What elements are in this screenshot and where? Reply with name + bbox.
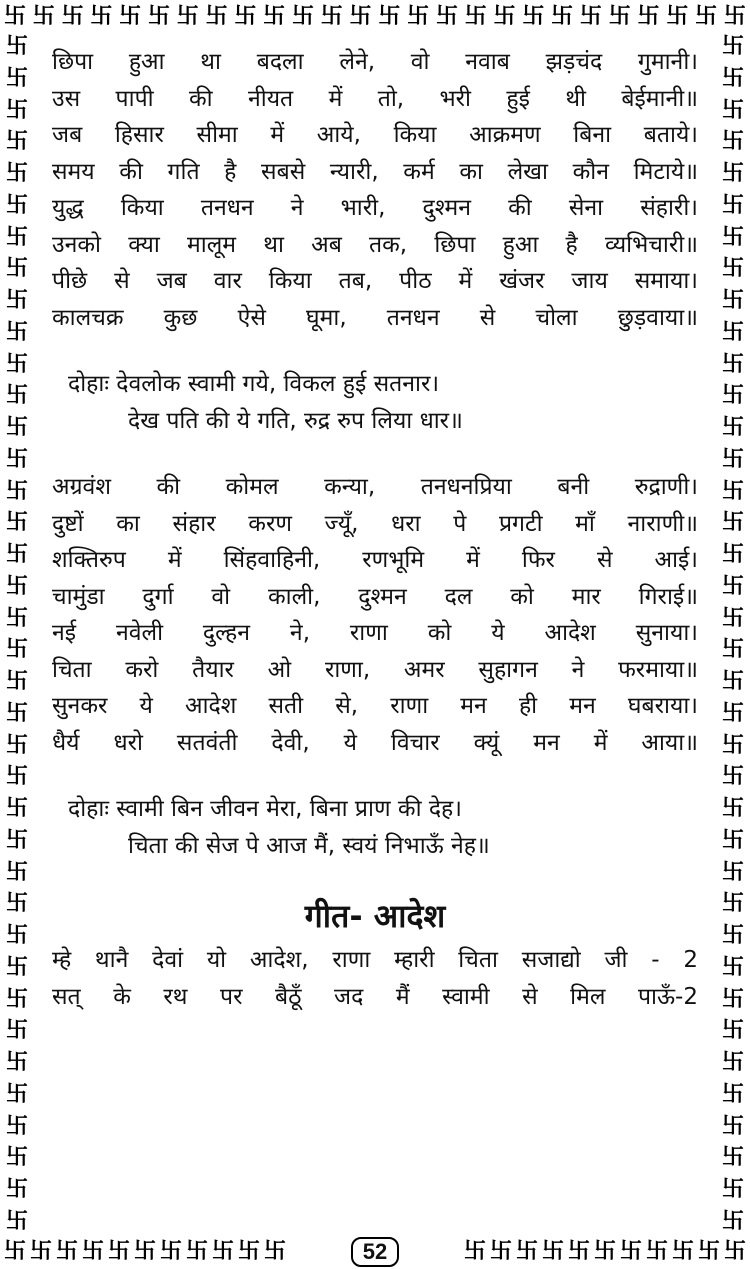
song-line: म्हे थानै देवां यो आदेश, राणा म्हारी चिता सजाद्यो जी - 2: [52, 947, 698, 973]
swastika-ornament-icon: 卐: [721, 129, 744, 155]
swastika-ornament-icon: 卐: [721, 764, 744, 790]
swastika-ornament-icon: 卐: [90, 4, 113, 29]
swastika-ornament-icon: 卐: [721, 351, 744, 377]
swastika-ornament-icon: 卐: [721, 65, 744, 91]
doha-line: देख पति की ये गति, रुद्र रुप लिया धार॥: [128, 407, 463, 434]
swastika-ornament-icon: 卐: [721, 510, 744, 536]
swastika-ornament-icon: 卐: [5, 351, 28, 377]
swastika-ornament-icon: 卐: [5, 923, 28, 948]
swastika-ornament-icon: 卐: [320, 4, 343, 29]
bottom-border: [0, 1235, 750, 1269]
swastika-ornament-icon: 卐: [5, 732, 28, 758]
swastika-ornament-icon: 卐: [5, 1113, 28, 1139]
verse-line: नई नवेली दुल्हन ने, राणा को ये आदेश सुनाया।: [52, 620, 698, 646]
swastika-ornament-icon: 卐: [721, 669, 744, 694]
swastika-ornament-icon: 卐: [5, 97, 28, 123]
swastika-ornament-icon: 卐: [32, 4, 55, 29]
swastika-ornament-icon: 卐: [723, 4, 746, 29]
swastika-ornament-icon: 卐: [5, 1208, 28, 1234]
swastika-ornament-icon: 卐: [147, 4, 170, 29]
page-number: 52: [351, 1237, 399, 1267]
swastika-ornament-icon: 卐: [5, 764, 28, 790]
swastika-ornament-icon: 卐: [185, 1239, 208, 1264]
swastika-ornament-icon: 卐: [489, 1239, 512, 1264]
verse-line: सुनकर ये आदेश सती से, राणा मन ही मन घबराया।: [52, 693, 698, 719]
stanza-1: [52, 44, 698, 336]
swastika-ornament-icon: 卐: [721, 446, 744, 472]
swastika-ornament-icon: 卐: [5, 510, 28, 536]
swastika-ornament-icon: 卐: [721, 573, 744, 599]
swastika-ornament-icon: 卐: [463, 1239, 486, 1264]
swastika-ornament-icon: 卐: [159, 1239, 182, 1264]
song-line: सत् के रथ पर बैठूँ जद मैं स्वामी से मिल पाऊँ-2: [52, 983, 698, 1010]
verse-line: धैर्य धरो सतवंती देवी, ये विचार क्यूं मन में आया॥: [52, 729, 698, 756]
swastika-ornament-icon: 卐: [5, 986, 28, 1012]
swastika-ornament-icon: 卐: [5, 478, 28, 504]
page-content: [52, 44, 698, 1225]
verse-line: चामुंडा दुर्गा वो काली, दुश्मन दल को मार गिराई॥: [52, 583, 698, 610]
swastika-ornament-icon: 卐: [237, 1239, 260, 1264]
swastika-ornament-icon: 卐: [721, 34, 744, 59]
swastika-ornament-icon: 卐: [579, 4, 602, 29]
swastika-ornament-icon: 卐: [205, 4, 228, 29]
swastika-ornament-icon: 卐: [721, 827, 744, 853]
swastika-ornament-icon: 卐: [5, 1081, 28, 1107]
verse-line: युद्ध किया तनधन ने भारी, दुश्मन की सेना संहारी।: [52, 195, 698, 221]
verse-line: छिपा हुआ था बदला लेने, वो नवाब झड़चंद गुमानी।: [52, 49, 698, 75]
stanza-2: [52, 469, 698, 761]
verse-line: पीछे से जब वार किया तब, पीठ में खंजर जाय समाया।: [52, 268, 698, 294]
top-border: [0, 0, 750, 34]
bottom-border-left: [2, 1239, 288, 1265]
swastika-ornament-icon: 卐: [3, 1239, 26, 1264]
swastika-ornament-icon: 卐: [5, 1050, 28, 1075]
swastika-ornament-icon: 卐: [5, 796, 28, 821]
swastika-ornament-icon: 卐: [721, 319, 744, 345]
swastika-ornament-icon: 卐: [721, 891, 744, 917]
swastika-ornament-icon: 卐: [5, 827, 28, 853]
verse-line: समय की गति है सबसे न्यारी, कर्म का लेखा कौन मिटाये॥: [52, 158, 698, 185]
swastika-ornament-icon: 卐: [5, 1145, 28, 1171]
swastika-ornament-icon: 卐: [263, 1239, 286, 1264]
swastika-ornament-icon: 卐: [5, 383, 28, 409]
swastika-ornament-icon: 卐: [5, 161, 28, 186]
swastika-ornament-icon: 卐: [522, 4, 545, 29]
swastika-ornament-icon: 卐: [5, 669, 28, 694]
swastika-ornament-icon: 卐: [721, 415, 744, 440]
swastika-ornament-icon: 卐: [291, 4, 314, 29]
swastika-ornament-icon: 卐: [5, 224, 28, 250]
swastika-ornament-icon: 卐: [721, 542, 744, 567]
swastika-ornament-icon: 卐: [721, 954, 744, 980]
verse-line: दुष्टों का संहार करण ज्यूँ, धरा पे प्रगटी माँ नाराणी॥: [52, 510, 698, 537]
swastika-ornament-icon: 卐: [5, 415, 28, 440]
swastika-ornament-icon: 卐: [107, 1239, 130, 1264]
swastika-ornament-icon: 卐: [567, 1239, 590, 1264]
swastika-ornament-icon: 卐: [5, 65, 28, 91]
swastika-ornament-icon: 卐: [721, 383, 744, 409]
swastika-ornament-icon: 卐: [721, 605, 744, 631]
swastika-ornament-icon: 卐: [211, 1239, 234, 1264]
swastika-ornament-icon: 卐: [133, 1239, 156, 1264]
swastika-ornament-icon: 卐: [5, 129, 28, 155]
swastika-ornament-icon: 卐: [515, 1239, 538, 1264]
swastika-ornament-icon: 卐: [464, 4, 487, 29]
swastika-ornament-icon: 卐: [407, 4, 430, 29]
swastika-ornament-icon: 卐: [721, 1177, 744, 1202]
swastika-ornament-icon: 卐: [5, 542, 28, 567]
swastika-ornament-icon: 卐: [721, 1018, 744, 1044]
swastika-ornament-icon: 卐: [81, 1239, 104, 1264]
swastika-ornament-icon: 卐: [5, 637, 28, 663]
swastika-ornament-icon: 卐: [721, 161, 744, 186]
swastika-ornament-icon: 卐: [721, 288, 744, 313]
swastika-ornament-icon: 卐: [435, 4, 458, 29]
swastika-ornament-icon: 卐: [666, 4, 689, 29]
swastika-ornament-icon: 卐: [721, 224, 744, 250]
swastika-ornament-icon: 卐: [645, 1239, 668, 1264]
swastika-ornament-icon: 卐: [5, 319, 28, 345]
swastika-ornament-icon: 卐: [5, 192, 28, 218]
verse-line: कालचक्र कुछ ऐसे घूमा, तनधन से चोला छुड़वाया॥: [52, 304, 698, 331]
swastika-ornament-icon: 卐: [493, 4, 516, 29]
swastika-ornament-icon: 卐: [5, 891, 28, 917]
verse-line: जब हिसार सीमा में आये, किया आक्रमण बिना बताये।: [52, 122, 698, 148]
swastika-ornament-icon: 卐: [721, 256, 744, 282]
song-lyrics: [52, 942, 698, 1015]
swastika-ornament-icon: 卐: [55, 1239, 78, 1264]
verse-line: अग्रवंश की कोमल कन्या, तनधनप्रिया बनी रुद्राणी।: [52, 474, 698, 500]
swastika-ornament-icon: 卐: [695, 4, 718, 29]
song-title: गीत- आदेश: [304, 897, 446, 935]
swastika-ornament-icon: 卐: [721, 1081, 744, 1107]
swastika-ornament-icon: 卐: [263, 4, 286, 29]
swastika-ornament-icon: 卐: [721, 796, 744, 821]
swastika-ornament-icon: 卐: [5, 34, 28, 59]
swastika-ornament-icon: 卐: [721, 1113, 744, 1139]
verse-line: शक्तिरुप में सिंहवाहिनी, रणभूमि में फिर से आई।: [52, 547, 698, 573]
swastika-ornament-icon: 卐: [5, 1018, 28, 1044]
swastika-ornament-icon: 卐: [551, 4, 574, 29]
swastika-ornament-icon: 卐: [349, 4, 372, 29]
swastika-ornament-icon: 卐: [721, 1145, 744, 1171]
swastika-ornament-icon: 卐: [671, 1239, 694, 1264]
swastika-ornament-icon: 卐: [721, 859, 744, 885]
swastika-ornament-icon: 卐: [721, 97, 744, 123]
swastika-ornament-icon: 卐: [721, 1050, 744, 1075]
swastika-ornament-icon: 卐: [721, 700, 744, 726]
bottom-border-right: [462, 1239, 748, 1265]
swastika-ornament-icon: 卐: [723, 1239, 746, 1264]
swastika-ornament-icon: 卐: [5, 573, 28, 599]
swastika-ornament-icon: 卐: [5, 859, 28, 885]
swastika-ornament-icon: 卐: [721, 478, 744, 504]
swastika-ornament-icon: 卐: [5, 446, 28, 472]
swastika-ornament-icon: 卐: [619, 1239, 642, 1264]
doha-1: [52, 366, 698, 439]
doha-line: चिता की सेज पे आज मैं, स्वयं निभाऊँ नेह॥: [128, 832, 490, 859]
swastika-ornament-icon: 卐: [721, 923, 744, 948]
swastika-ornament-icon: 卐: [5, 700, 28, 726]
swastika-ornament-icon: 卐: [637, 4, 660, 29]
doha-2: [52, 791, 698, 864]
verse-line: उस पापी की नीयत में तो, भरी हुई थी बेईमानी॥: [52, 85, 698, 112]
swastika-ornament-icon: 卐: [119, 4, 142, 29]
swastika-ornament-icon: 卐: [176, 4, 199, 29]
doha-line: दोहाः देवलोक स्वामी गये, विकल हुई सतनार।: [68, 371, 440, 397]
swastika-ornament-icon: 卐: [5, 256, 28, 282]
swastika-ornament-icon: 卐: [721, 1208, 744, 1234]
swastika-ornament-icon: 卐: [5, 605, 28, 631]
swastika-ornament-icon: 卐: [593, 1239, 616, 1264]
swastika-ornament-icon: 卐: [5, 954, 28, 980]
swastika-ornament-icon: 卐: [697, 1239, 720, 1264]
swastika-ornament-icon: 卐: [5, 288, 28, 313]
swastika-ornament-icon: 卐: [3, 4, 26, 29]
verse-line: चिता करो तैयार ओ राणा, अमर सुहागन ने फरमाया॥: [52, 656, 698, 683]
swastika-ornament-icon: 卐: [378, 4, 401, 29]
swastika-ornament-icon: 卐: [541, 1239, 564, 1264]
swastika-ornament-icon: 卐: [721, 637, 744, 663]
swastika-ornament-icon: 卐: [61, 4, 84, 29]
swastika-ornament-icon: 卐: [721, 986, 744, 1012]
swastika-ornament-icon: 卐: [234, 4, 257, 29]
swastika-ornament-icon: 卐: [721, 192, 744, 218]
right-border: [716, 34, 750, 1235]
swastika-ornament-icon: 卐: [29, 1239, 52, 1264]
doha-line: दोहाः स्वामी बिन जीवन मेरा, बिना प्राण की देह।: [68, 796, 462, 822]
swastika-ornament-icon: 卐: [5, 1177, 28, 1202]
swastika-ornament-icon: 卐: [721, 732, 744, 758]
left-border: [0, 34, 34, 1235]
swastika-ornament-icon: 卐: [608, 4, 631, 29]
verse-line: उनको क्या मालूम था अब तक, छिपा हुआ है व्यभिचारी॥: [52, 231, 698, 258]
